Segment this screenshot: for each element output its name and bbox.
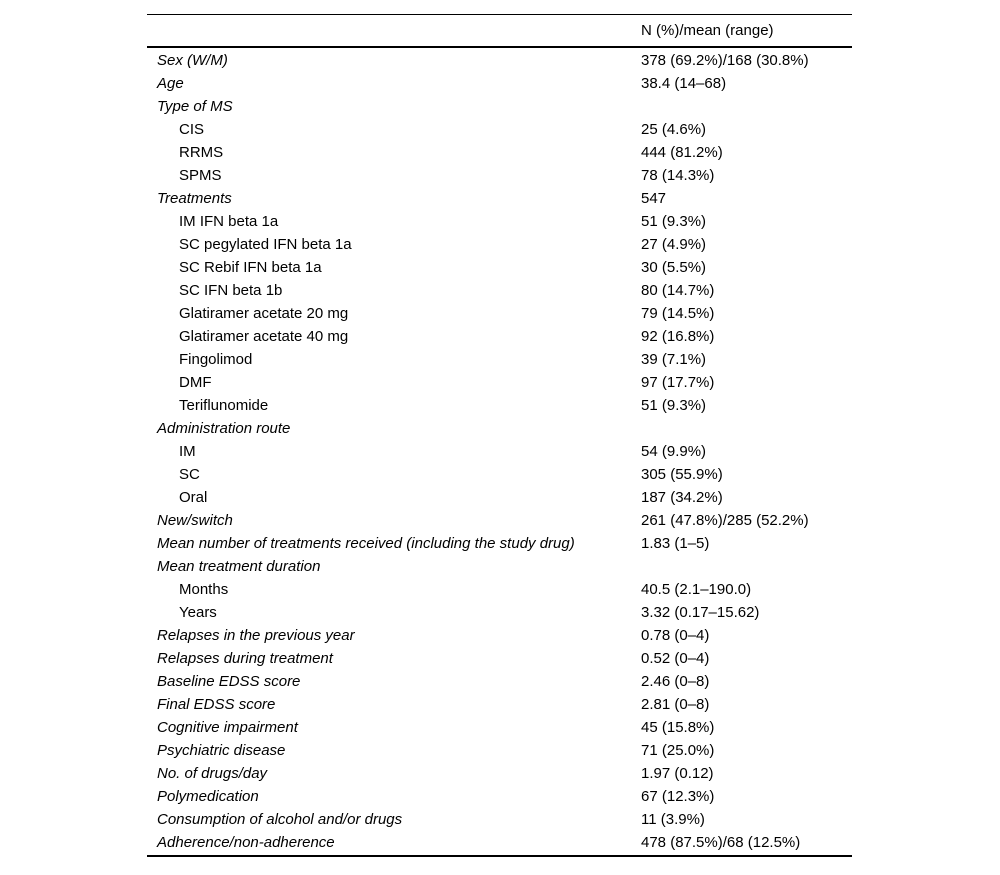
table-row <box>147 187 852 210</box>
table-row <box>147 394 852 417</box>
row-label: Polymedication <box>157 788 259 805</box>
table-row <box>147 647 852 670</box>
row-label: SC IFN beta 1b <box>179 282 283 299</box>
row-label: Treatments <box>157 190 232 207</box>
table-row <box>147 762 852 785</box>
row-value: 547 <box>641 190 667 207</box>
table-row <box>147 348 852 371</box>
row-label: Fingolimod <box>179 351 253 368</box>
row-value: 97 (17.7%) <box>641 374 715 391</box>
row-label: IM IFN beta 1a <box>179 213 279 230</box>
row-label: Baseline EDSS score <box>157 673 301 690</box>
row-value: 2.81 (0–8) <box>641 696 710 713</box>
row-label: Sex (W/M) <box>157 52 228 69</box>
table-row <box>147 141 852 164</box>
table-row <box>147 302 852 325</box>
table-row <box>147 693 852 716</box>
table-row <box>147 785 852 808</box>
table-row <box>147 164 852 187</box>
row-value: 92 (16.8%) <box>641 328 715 345</box>
table-row <box>147 95 852 118</box>
table-row <box>147 739 852 762</box>
row-value: 38.4 (14–68) <box>641 75 727 92</box>
row-value: 54 (9.9%) <box>641 443 707 460</box>
table-row <box>147 371 852 394</box>
row-value: 444 (81.2%) <box>641 144 723 161</box>
table-row <box>147 601 852 624</box>
row-value: 2.46 (0–8) <box>641 673 710 690</box>
table-row <box>147 578 852 601</box>
row-label: Glatiramer acetate 40 mg <box>179 328 349 345</box>
row-value: 27 (4.9%) <box>641 236 707 253</box>
row-label: Cognitive impairment <box>157 719 298 736</box>
row-value: 78 (14.3%) <box>641 167 715 184</box>
row-label: Mean treatment duration <box>157 558 321 575</box>
row-value: 51 (9.3%) <box>641 213 707 230</box>
row-label: New/switch <box>157 512 233 529</box>
table-header-row <box>147 15 852 46</box>
row-label: Relapses during treatment <box>157 650 333 667</box>
table-row <box>147 256 852 279</box>
table-row <box>147 509 852 532</box>
row-value: 25 (4.6%) <box>641 121 707 138</box>
row-value: 51 (9.3%) <box>641 397 707 414</box>
row-label: SC <box>179 466 200 483</box>
table-row <box>147 417 852 440</box>
row-value: 0.78 (0–4) <box>641 627 710 644</box>
table-row <box>147 49 852 72</box>
row-value: 39 (7.1%) <box>641 351 707 368</box>
row-value: 71 (25.0%) <box>641 742 715 759</box>
row-label: Glatiramer acetate 20 mg <box>179 305 349 322</box>
row-value: 45 (15.8%) <box>641 719 715 736</box>
row-label: No. of drugs/day <box>157 765 268 782</box>
row-label: Adherence/non-adherence <box>157 834 335 851</box>
row-label: SPMS <box>179 167 222 184</box>
table-row <box>147 440 852 463</box>
table-row <box>147 233 852 256</box>
table-row <box>147 555 852 578</box>
row-value: 79 (14.5%) <box>641 305 715 322</box>
row-value: 3.32 (0.17–15.62) <box>641 604 760 621</box>
row-value: 261 (47.8%)/285 (52.2%) <box>641 512 809 529</box>
row-label: Teriflunomide <box>179 397 269 414</box>
row-label: Administration route <box>157 420 291 437</box>
row-label: Age <box>157 75 184 92</box>
table-row <box>147 624 852 647</box>
row-label: CIS <box>179 121 205 138</box>
table-row <box>147 210 852 233</box>
row-label: IM <box>179 443 196 460</box>
row-label: Months <box>179 581 229 598</box>
row-label: Consumption of alcohol and/or drugs <box>157 811 403 828</box>
row-value: 80 (14.7%) <box>641 282 715 299</box>
row-value: 40.5 (2.1–190.0) <box>641 581 752 598</box>
row-value: 0.52 (0–4) <box>641 650 710 667</box>
row-value: 305 (55.9%) <box>641 466 723 483</box>
row-value: 378 (69.2%)/168 (30.8%) <box>641 52 809 69</box>
table-row <box>147 72 852 95</box>
table-row <box>147 808 852 831</box>
row-label: Psychiatric disease <box>157 742 286 759</box>
row-label: Type of MS <box>157 98 233 115</box>
table-row <box>147 118 852 141</box>
row-label: RRMS <box>179 144 224 161</box>
row-label: Oral <box>179 489 208 506</box>
row-value: 187 (34.2%) <box>641 489 723 506</box>
table-row <box>147 279 852 302</box>
row-label: DMF <box>179 374 212 391</box>
row-value: 478 (87.5%)/68 (12.5%) <box>641 834 801 851</box>
table-bottom-rule <box>147 855 852 857</box>
table-row <box>147 716 852 739</box>
row-label: Final EDSS score <box>157 696 276 713</box>
table-body <box>147 48 852 855</box>
row-label: SC Rebif IFN beta 1a <box>179 259 322 276</box>
row-value: 67 (12.3%) <box>641 788 715 805</box>
table-row <box>147 831 852 854</box>
row-label: Relapses in the previous year <box>157 627 355 644</box>
table-row <box>147 670 852 693</box>
row-value: 1.97 (0.12) <box>641 765 714 782</box>
table-row <box>147 532 852 555</box>
row-value: 30 (5.5%) <box>641 259 707 276</box>
table-row <box>147 463 852 486</box>
row-label: Years <box>179 604 217 621</box>
table-row <box>147 325 852 348</box>
row-label: SC pegylated IFN beta 1a <box>179 236 352 253</box>
statistics-table <box>147 14 852 857</box>
table-row <box>147 486 852 509</box>
row-value: 11 (3.9%) <box>641 811 705 828</box>
row-value: 1.83 (1–5) <box>641 535 710 552</box>
row-label: Mean number of treatments received (including the study drug) <box>157 535 575 552</box>
header-value-column: N (%)/mean (range) <box>641 22 774 39</box>
